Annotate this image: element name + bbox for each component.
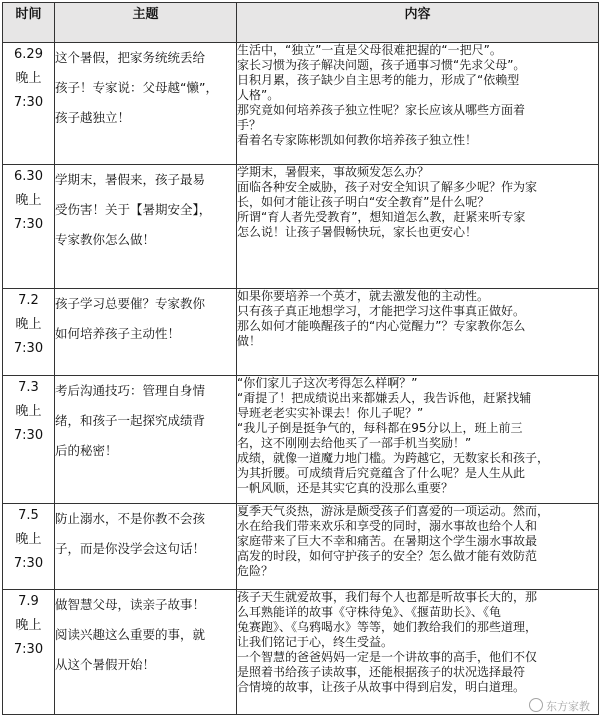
header-content: 内容 xyxy=(237,3,599,43)
period: 晚上 xyxy=(15,532,42,547)
content-line: 所谓“育人者先受教育”，想知道怎么教，赶紧来听专家 xyxy=(237,210,526,224)
content-line: 做！ xyxy=(237,334,262,348)
time-cell xyxy=(3,43,55,165)
topic-cell xyxy=(55,165,237,289)
header-topic: 主题 xyxy=(55,3,237,43)
topic-line: 孩子！专家说：父母越“懒”， xyxy=(55,80,218,95)
topic-line: 做智慧父母，读亲子故事！ xyxy=(55,597,206,612)
content-line: 导班老老实实补课去！你儿子呢？” xyxy=(237,406,424,420)
content-line: 长，如何才能让孩子明白“安全教育”是什么呢？ xyxy=(237,195,490,209)
topic-cell xyxy=(55,289,237,376)
content-line: 怎么说！让孩子暑假畅快玩，家长也更安心！ xyxy=(237,225,478,239)
topic-line: 子，而是你没学会这句话！ xyxy=(55,541,206,556)
topic-cell xyxy=(55,590,237,715)
content-line: 名，这不刚刚去给他买了一部手机当奖励！” xyxy=(237,436,472,450)
content-line: 生活中，“独立”一直是父母很难把握的“一把尺”。 xyxy=(237,43,502,57)
content-line: 水在给我们带来欢乐和享受的同时，溺水事故也给个人和 xyxy=(237,519,538,533)
content-line: 看着名专家陈彬凯如何教你培养孩子独立性！ xyxy=(237,133,478,147)
topic-line: 孩子学习总要催？专家教你 xyxy=(55,296,206,311)
time-cell xyxy=(3,590,55,715)
topic-line: 学期末，暑假来，孩子最易 xyxy=(55,172,206,187)
content-line: 危险？ xyxy=(237,564,274,578)
period: 晚上 xyxy=(15,71,42,86)
content-line: “你们家儿子这次考得怎么样啊？” xyxy=(237,376,418,390)
topic-cell xyxy=(55,376,237,504)
topic-line: 阅读兴趣这么重要的事，就 xyxy=(55,627,206,642)
content-line: 让我们铭记于心，终生受益。 xyxy=(237,635,394,649)
content-line: 手？ xyxy=(237,118,262,132)
clock: 7:30 xyxy=(13,217,44,232)
clock: 7:30 xyxy=(13,341,44,356)
clock: 7:30 xyxy=(13,428,44,443)
period: 晚上 xyxy=(15,404,42,419)
content-line: 面临各种安全威胁，孩子对安全知识了解多少呢？作为家 xyxy=(237,180,538,194)
content-line: 一帆风顺，还是其实它真的没那么重要？ xyxy=(237,481,454,495)
content-line: 人格”。 xyxy=(237,88,280,102)
content-line: 成绩，就像一道魔力地门槛。为跨越它，无数家长和孩子， xyxy=(237,451,550,465)
table-row xyxy=(3,43,599,165)
date: 7.2 xyxy=(18,293,39,308)
topic-line: 防止溺水，不是你教不会孩 xyxy=(55,511,206,526)
clock: 7:30 xyxy=(13,556,44,571)
content-line: 兔赛跑》、《乌鸦喝水》等等，她们教给我们的那些道理， xyxy=(237,620,538,634)
topic-line: 绪，和孩子一起探究成绩背 xyxy=(55,413,206,428)
date: 7.9 xyxy=(18,594,39,609)
watermark-icon xyxy=(529,698,543,712)
header-row xyxy=(3,3,599,43)
table-row xyxy=(3,376,599,504)
topic-line: 这个暑假，把家务统统丢给 xyxy=(55,50,206,65)
date: 7.5 xyxy=(18,508,39,523)
table-row xyxy=(3,165,599,289)
period: 晚上 xyxy=(15,618,42,633)
schedule-table xyxy=(2,2,599,715)
content-cell xyxy=(237,590,599,715)
content-cell xyxy=(237,504,599,590)
time-cell xyxy=(3,376,55,504)
content-line: 高发的时段，如何守护孩子的安全？怎么做才能有效防范 xyxy=(237,549,538,563)
topic-line: 受伤害！关于【暑期安全】， xyxy=(55,202,212,217)
content-line: 是照着书给孩子读故事，还能根据孩子的状况选择最符 xyxy=(237,665,526,679)
period: 晚上 xyxy=(15,193,42,208)
topic-line: 如何培养孩子主动性！ xyxy=(55,326,181,341)
content-line: 么耳熟能详的故事《守株待兔》、《揠苗助长》、《龟 xyxy=(237,605,502,619)
content-line: 那究竟如何培养孩子独立性呢？家长应该从哪些方面着 xyxy=(237,103,526,117)
date: 6.29 xyxy=(14,47,43,62)
time-cell xyxy=(3,165,55,289)
clock: 7:30 xyxy=(13,642,44,657)
content-cell xyxy=(237,289,599,376)
topic-line: 孩子越独立！ xyxy=(55,110,131,125)
content-cell xyxy=(237,165,599,289)
content-line: 夏季天气炎热，游泳是颇受孩子们喜爱的一项运动。然而， xyxy=(237,504,550,518)
date: 7.3 xyxy=(18,380,39,395)
content-line: 孩子天生就爱故事，我们每个人也都是听故事长大的，那 xyxy=(237,590,538,604)
content-line: 日积月累，孩子缺少自主思考的能力，形成了“依赖型 xyxy=(237,73,520,87)
table-row xyxy=(3,590,599,715)
time-cell xyxy=(3,504,55,590)
period: 晚上 xyxy=(15,317,42,332)
content-cell xyxy=(237,376,599,504)
content-line: “我儿子倒是挺争气的，每科都在95分以上，班上前三 xyxy=(237,421,523,435)
content-line: “甭提了！把成绩说出来都嫌丢人，我告诉他，赶紧找辅 xyxy=(237,391,532,405)
clock: 7:30 xyxy=(13,95,44,110)
content-line: 学期末，暑假来，事故频发怎么办？ xyxy=(237,165,430,179)
table-row xyxy=(3,504,599,590)
topic-cell xyxy=(55,504,237,590)
date: 6.30 xyxy=(14,169,43,184)
content-line: 那么如何才能唤醒孩子的“内心觉醒力”？专家教你怎么 xyxy=(237,319,526,333)
content-line: 为其折腰。可成绩背后究竟蕴含了什么呢？是人生从此 xyxy=(237,466,526,480)
topic-line: 后的秘密！ xyxy=(55,443,118,458)
content-line: 只有孩子真正地想学习，才能把学习这件事真正做好。 xyxy=(237,304,526,318)
topic-cell xyxy=(55,43,237,165)
watermark xyxy=(529,698,590,714)
topic-line: 考后沟通技巧：管理自身情 xyxy=(55,383,206,398)
watermark-text: 东方家教 xyxy=(546,700,590,713)
table-row xyxy=(3,289,599,376)
content-line: 家庭带来了巨大不幸和痛苦。在暑期这个学生溺水事故最 xyxy=(237,534,538,548)
time-cell xyxy=(3,289,55,376)
header-time: 时间 xyxy=(3,3,55,43)
content-line: 如果你要培养一个英才，就去激发他的主动性。 xyxy=(237,289,490,303)
content-cell xyxy=(237,43,599,165)
topic-line: 专家教你怎么做！ xyxy=(55,232,156,247)
topic-line: 从这个暑假开始！ xyxy=(55,657,156,672)
content-line: 一个智慧的爸爸妈妈一定是一个讲故事的高手，他们不仅 xyxy=(237,650,538,664)
content-line: 合情境的故事，让孩子从故事中得到启发，明白道理。 xyxy=(237,680,526,694)
content-line: 家长习惯为孩子解决问题，孩子通事习惯“先求父母”。 xyxy=(237,58,526,72)
